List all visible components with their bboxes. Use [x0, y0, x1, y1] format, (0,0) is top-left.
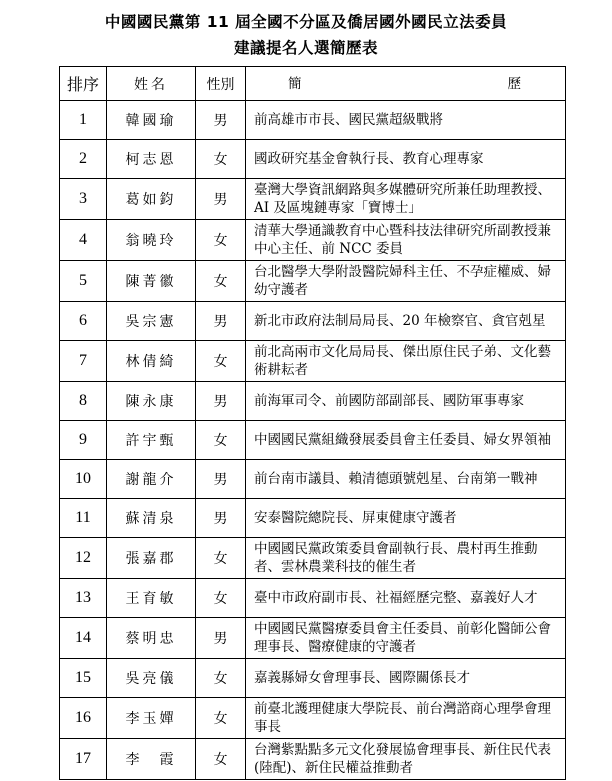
row-sex: 女: [196, 261, 246, 302]
table-row: [60, 579, 566, 618]
table-row: [60, 421, 566, 460]
document-subtitle: 建議提名人選簡歷表: [233, 39, 378, 57]
table-row: [60, 220, 566, 261]
nominee-table: [59, 66, 566, 780]
row-name: 吳亮儀: [107, 659, 196, 698]
row-number: 16: [60, 698, 107, 739]
row-bio: 前臺北護理健康大學院長、前台灣諮商心理學會理事長: [246, 698, 566, 739]
header-bio: [246, 67, 566, 101]
row-sex: 女: [196, 579, 246, 618]
row-name: 許宇甄: [107, 421, 196, 460]
table-row: [60, 341, 566, 382]
row-bio: 前高雄市市長、國民黨超級戰將: [246, 101, 566, 140]
table-row: [60, 460, 566, 499]
header-bio-char-1: 簡: [288, 75, 302, 92]
row-number: 7: [60, 341, 107, 382]
row-bio: 中國國民黨政策委員會副執行長、農村再生推動者、雲林農業科技的催生者: [246, 538, 566, 579]
row-sex: 男: [196, 179, 246, 220]
row-sex: 女: [196, 698, 246, 739]
row-bio: 安泰醫院總院長、屏東健康守護者: [246, 499, 566, 538]
row-name: 翁曉玲: [107, 220, 196, 261]
table-header-row: [60, 67, 566, 101]
row-name: 王育敏: [107, 579, 196, 618]
row-name: 韓國瑜: [107, 101, 196, 140]
row-bio: 前北高兩市文化局局長、傑出原住民子弟、文化藝術耕耘者: [246, 341, 566, 382]
row-sex: 女: [196, 220, 246, 261]
row-sex: 女: [196, 538, 246, 579]
row-number: 17: [60, 739, 107, 780]
table-row: [60, 382, 566, 421]
row-bio: 臺中市政府副市長、社福經歷完整、嘉義好人才: [246, 579, 566, 618]
table-row: [60, 538, 566, 579]
row-name: 蘇清泉: [107, 499, 196, 538]
row-sex: 女: [196, 341, 246, 382]
header-bio-char-2: 歷: [507, 75, 521, 92]
row-name: 陳菁徽: [107, 261, 196, 302]
table-row: [60, 739, 566, 780]
row-bio: 新北市政府法制局局長、20 年檢察官、貪官剋星: [246, 302, 566, 341]
row-sex: 女: [196, 140, 246, 179]
row-name: 陳永康: [107, 382, 196, 421]
row-bio: 清華大學通識教育中心暨科技法律研究所副教授兼中心主任、前 NCC 委員: [246, 220, 566, 261]
row-bio: 前海軍司令、前國防部副部長、國防軍事專家: [246, 382, 566, 421]
header-sex: 性別: [196, 67, 246, 101]
row-number: 1: [60, 101, 107, 140]
row-sex: 女: [196, 739, 246, 780]
row-number: 12: [60, 538, 107, 579]
row-number: 9: [60, 421, 107, 460]
row-sex: 男: [196, 460, 246, 499]
row-number: 8: [60, 382, 107, 421]
row-name: 林倩綺: [107, 341, 196, 382]
row-bio: 前台南市議員、賴清德頭號剋星、台南第一戰神: [246, 460, 566, 499]
row-name: 謝龍介: [107, 460, 196, 499]
row-sex: 女: [196, 659, 246, 698]
row-bio: 中國國民黨醫療委員會主任委員、前彰化醫師公會理事長、醫療健康的守護者: [246, 618, 566, 659]
row-sex: 男: [196, 499, 246, 538]
row-bio: 臺灣大學資訊網路與多媒體研究所兼任助理教授、AI 及區塊鏈專家「寶博士」: [246, 179, 566, 220]
row-bio: 中國國民黨組織發展委員會主任委員、婦女界領袖: [246, 421, 566, 460]
row-name: 蔡明忠: [107, 618, 196, 659]
row-number: 11: [60, 499, 107, 538]
row-bio: 台灣紫點點多元文化發展協會理事長、新住民代表(陸配)、新住民權益推動者: [246, 739, 566, 780]
row-name: 李 霞: [107, 739, 196, 780]
row-number: 15: [60, 659, 107, 698]
table-row: [60, 179, 566, 220]
row-name: 葛如鈞: [107, 179, 196, 220]
row-sex: 男: [196, 101, 246, 140]
table-row: [60, 698, 566, 739]
row-name: 吳宗憲: [107, 302, 196, 341]
header-no: 排序: [60, 67, 107, 101]
table-row: [60, 261, 566, 302]
row-number: 10: [60, 460, 107, 499]
row-number: 14: [60, 618, 107, 659]
row-name: 張嘉郡: [107, 538, 196, 579]
table-row: [60, 499, 566, 538]
table-row: [60, 302, 566, 341]
table-row: [60, 101, 566, 140]
row-bio: 嘉義縣婦女會理事長、國際關係長才: [246, 659, 566, 698]
row-name: 柯志恩: [107, 140, 196, 179]
row-number: 4: [60, 220, 107, 261]
row-number: 6: [60, 302, 107, 341]
row-sex: 女: [196, 421, 246, 460]
row-sex: 男: [196, 302, 246, 341]
row-number: 13: [60, 579, 107, 618]
row-sex: 男: [196, 618, 246, 659]
row-bio: 台北醫學大學附設醫院婦科主任、不孕症權威、婦幼守護者: [246, 261, 566, 302]
row-name: 李玉嬋: [107, 698, 196, 739]
row-sex: 男: [196, 382, 246, 421]
row-number: 3: [60, 179, 107, 220]
row-number: 2: [60, 140, 107, 179]
table-row: [60, 659, 566, 698]
row-number: 5: [60, 261, 107, 302]
table-row: [60, 140, 566, 179]
document-title: 中國國民黨第 11 屆全國不分區及僑居國外國民立法委員: [104, 13, 508, 31]
row-bio: 國政研究基金會執行長、教育心理專家: [246, 140, 566, 179]
header-name: 姓名: [107, 67, 196, 101]
table-row: [60, 618, 566, 659]
